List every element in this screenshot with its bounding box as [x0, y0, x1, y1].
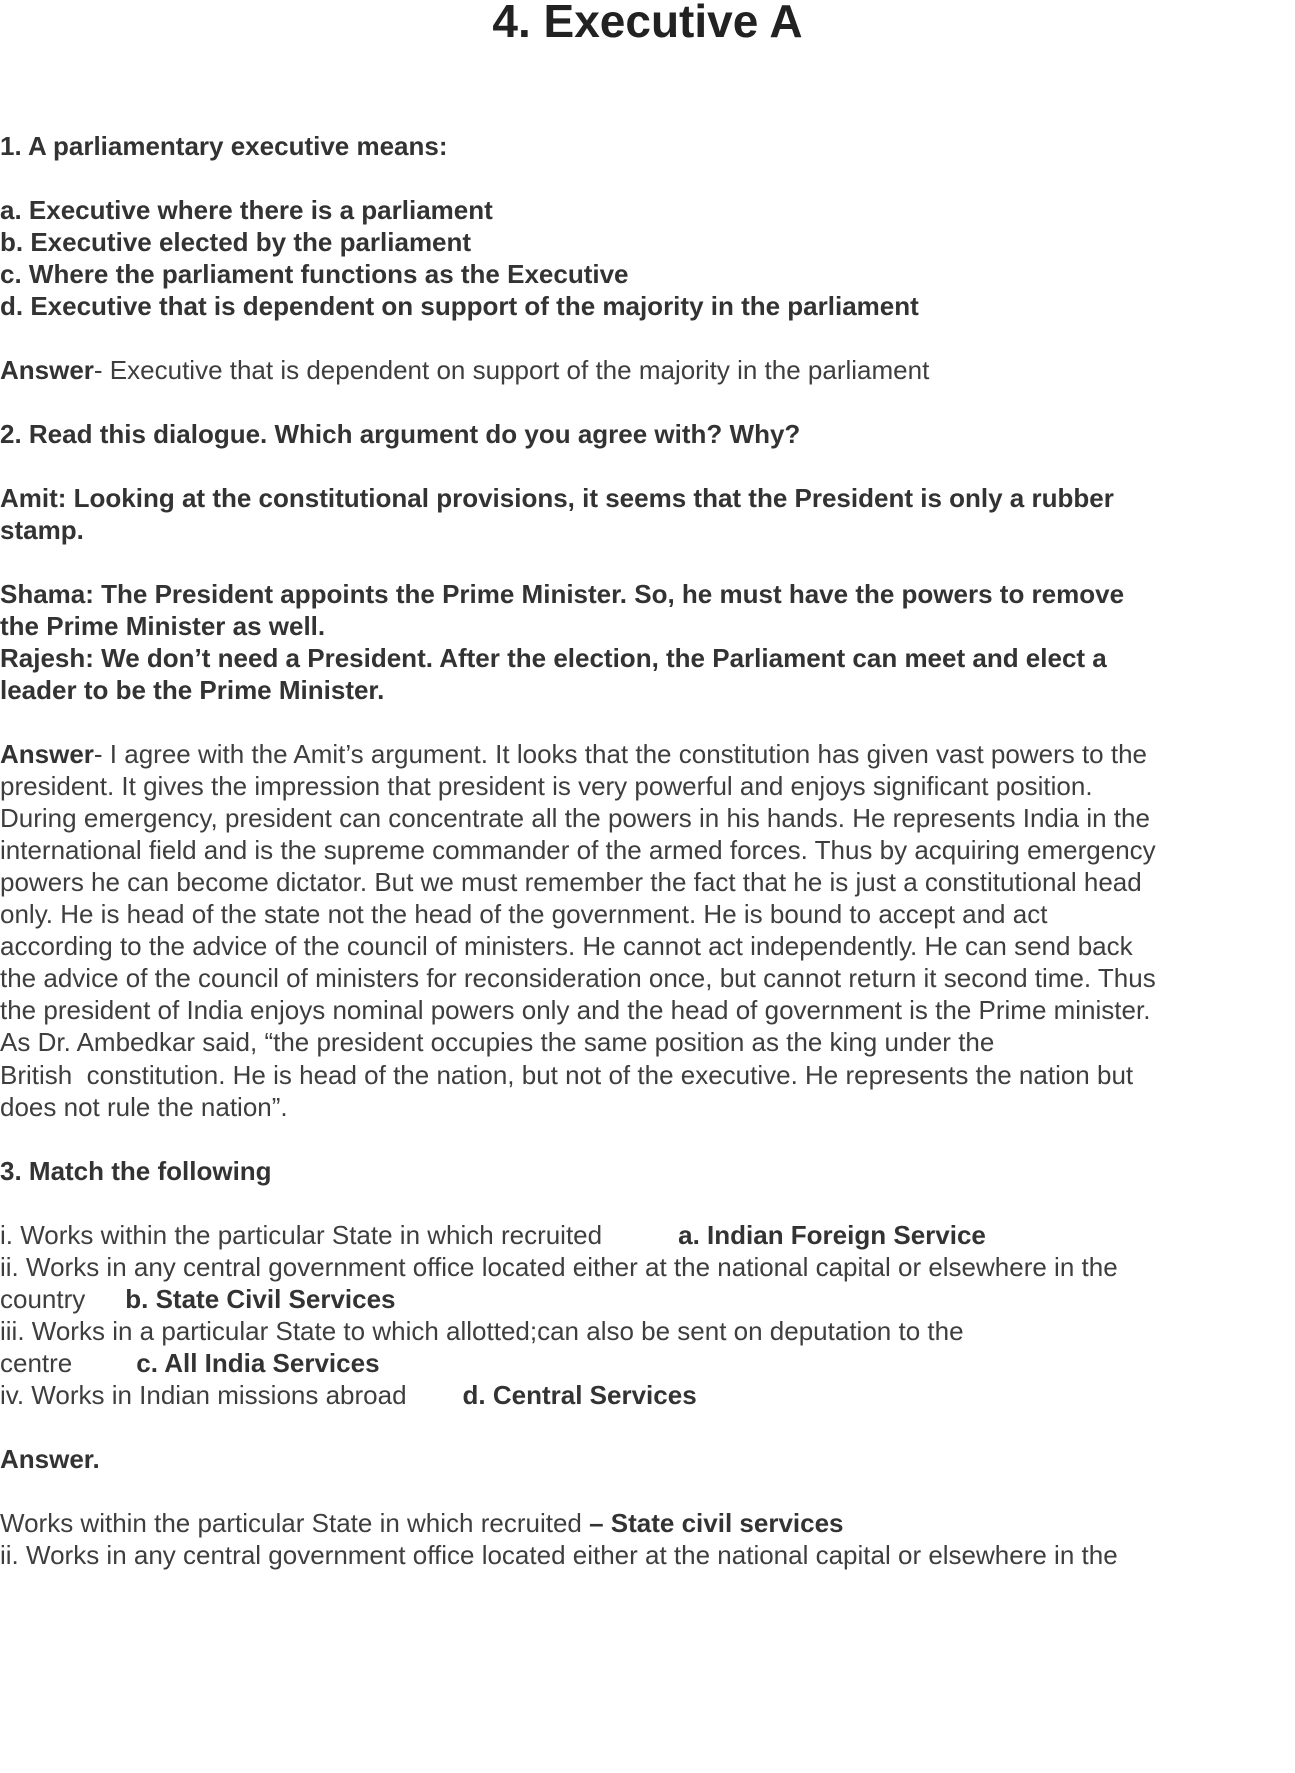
q2-answer-line: according to the advice of the council of ministers. He cannot act independently. He can send back [0, 931, 1133, 961]
q2-question: 2. Read this dialogue. Which argument do you agree with? Why? [0, 419, 801, 449]
q1-option-a: a. Executive where there is a parliament [0, 195, 493, 225]
q3-answer-1 [0, 1505, 844, 1541]
q3-question: 3. Match the following [0, 1156, 272, 1186]
q3-row-4-match: d. Central Services [462, 1380, 697, 1410]
q3-row-2: ii. Works in any central government office located either at the national capital or elsewhere in the [0, 1252, 1118, 1282]
q3-row-4 [0, 1377, 697, 1413]
q2-shama-line-2: the Prime Minister as well. [0, 611, 326, 641]
q2-answer-line: only. He is head of the state not the head of the government. He is bound to accept and act [0, 899, 1048, 929]
q3-row-2b [0, 1281, 396, 1317]
q2-answer-text: - I agree with the Amit’s argument. It looks that the constitution has given vast powers to the [93, 739, 1147, 769]
page-title: 4. Executive A [492, 0, 803, 47]
q3-row-1-text: i. Works within the particular State in which recruited [0, 1220, 603, 1250]
q1-option-c: c. Where the parliament functions as the Executive [0, 259, 629, 289]
q1-answer-text: - Executive that is dependent on support of the majority in the parliament [93, 355, 930, 385]
q3-row-3b [0, 1345, 380, 1381]
q2-answer-line: powers he can become dictator. But we must remember the fact that he is just a constitutional head [0, 867, 1142, 897]
q2-answer-line: does not rule the nation”. [0, 1092, 288, 1122]
q2-answer-line: president. It gives the impression that president is very powerful and enjoys significant position. [0, 771, 1093, 801]
q1-answer-label: Answer [0, 355, 94, 385]
q2-answer-line: the president of India enjoys nominal powers only and the head of government is the Prime minister. [0, 995, 1151, 1025]
q2-answer-label: Answer [0, 739, 94, 769]
q2-rajesh-line-2: leader to be the Prime Minister. [0, 675, 385, 705]
q2-answer-line [0, 736, 1147, 772]
q2-amit-line-2: stamp. [0, 515, 84, 545]
q3-row-2b-text: country [0, 1284, 86, 1314]
q3-row-3b-match: c. All India Services [136, 1348, 380, 1378]
q3-answer-label: Answer. [0, 1444, 100, 1474]
q1-answer [0, 352, 929, 388]
q2-rajesh-line-1: Rajesh: We don’t need a President. After the election, the Parliament can meet and elect a [0, 643, 1107, 673]
q3-row-1-match: a. Indian Foreign Service [678, 1220, 986, 1250]
q1-option-b: b. Executive elected by the parliament [0, 227, 472, 257]
q2-answer-line: international field and is the supreme commander of the armed forces. Thus by acquiring emergency [0, 835, 1156, 865]
q2-shama-line-1: Shama: The President appoints the Prime Minister. So, he must have the powers to remove [0, 579, 1125, 609]
q2-answer-line: British constitution. He is head of the nation, but not of the executive. He represents the nation but [0, 1060, 1134, 1090]
q3-row-1 [0, 1217, 986, 1253]
q1-option-d: d. Executive that is dependent on support of the majority in the parliament [0, 291, 919, 321]
q2-answer-line: During emergency, president can concentrate all the powers in his hands. He represents India in the [0, 803, 1150, 833]
q3-answer-1-text: Works within the particular State in which recruited [0, 1508, 590, 1538]
q2-amit-line-1: Amit: Looking at the constitutional provisions, it seems that the President is only a rubber [0, 483, 1114, 513]
q3-row-4-text: iv. Works in Indian missions abroad [0, 1380, 407, 1410]
q3-answer-1-match: – State civil services [589, 1508, 844, 1538]
q2-answer-line: As Dr. Ambedkar said, “the president occupies the same position as the king under the [0, 1027, 995, 1057]
q3-row-2b-match: b. State Civil Services [125, 1284, 396, 1314]
q3-row-3b-text: centre [0, 1348, 73, 1378]
q2-answer-line: the advice of the council of ministers for reconsideration once, but cannot return it second time. Thus [0, 963, 1156, 993]
q1-question: 1. A parliamentary executive means: [0, 131, 448, 161]
q3-answer-2: ii. Works in any central government office located either at the national capital or elsewhere in the [0, 1540, 1118, 1570]
q3-row-3: iii. Works in a particular State to which allotted;can also be sent on deputation to the [0, 1316, 964, 1346]
